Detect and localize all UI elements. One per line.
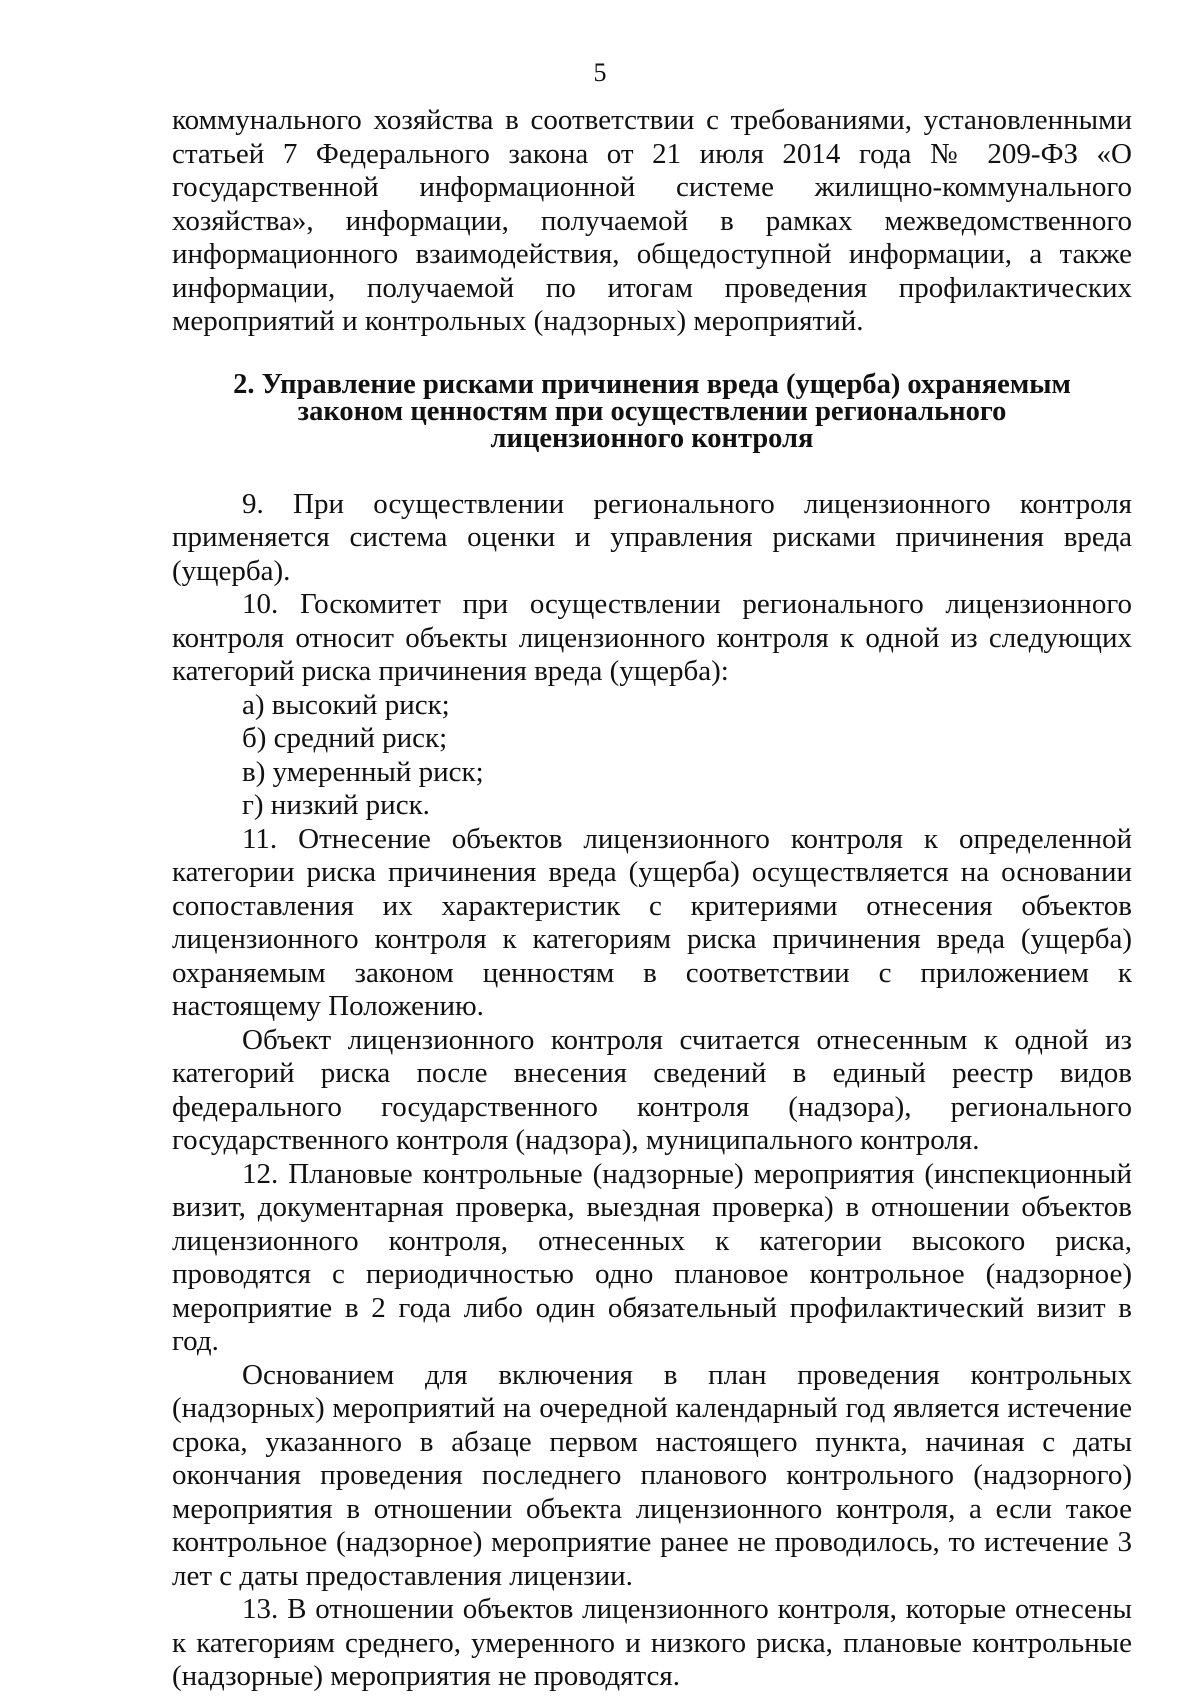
- paragraph-13: 13. В отношении объектов лицензионного контроля, которые отнесены к категориям среднего, умеренного и низкого риска, плановые контрольные (надзорные) мероприятия не проводятся.: [172, 1593, 1132, 1692]
- risk-list-item: а) высокий риск;: [242, 688, 450, 721]
- paragraph-12-second: Основанием для включения в план проведения контрольных (надзорных) мероприятий на очередной календарный год является истечение срока, указанного в абзаце первом настоящего пункта, начиная с даты окончания проведения последнего планового контрольного (надзорного) мероприятия в отношении объекта лицензионного контроля, а если такое контрольное (надзорное) мероприятие ранее не проводилось, то истечение 3 лет с даты предоставления лицензии.: [172, 1358, 1132, 1592]
- risk-list-item: в) умеренный риск;: [242, 755, 484, 788]
- section-heading-line: законом ценностям при осуществлении регионального: [297, 395, 1007, 427]
- paragraph-10: 10. Госкомитет при осуществлении регионального лицензионного контроля относит объекты лицензионного контроля к одной из следующих категорий риска причинения вреда (ущерба):: [172, 588, 1132, 687]
- document-body: [172, 104, 1132, 1694]
- page-number: 5: [593, 58, 607, 87]
- section-heading-line: 2. Управление рисками причинения вреда (ущерба) охраняемым: [233, 368, 1071, 400]
- risk-list-item: б) средний риск;: [242, 722, 448, 754]
- intro-paragraph: коммунального хозяйства в соответствии с требованиями, установленными статьей 7 Федерального закона от 21 июля 2014 года № 209-ФЗ «О государственной информационной системе жилищно-коммунального хозяйства», информации, получаемой в рамках межведомственного информационного взаимодействия, общедоступной информации, а также информации, получаемой по итогам проведения профилактических мероприятий и контрольных (надзорных) мероприятий.: [172, 104, 1132, 337]
- paragraph-11: 11. Отнесение объектов лицензионного контроля к определенной категории риска причинения вреда (ущерба) осуществляется на основании сопоставления их характеристик с критериями отнесения объектов лицензионного контроля к категориям риска причинения вреда (ущерба) охраняемым законом ценностям в соответствии с приложением к настоящему Положению.: [172, 822, 1132, 1022]
- paragraph-11-second: Объект лицензионного контроля считается отнесенным к одной из категорий риска после внесения сведений в единый реестр видов федерального государственного контроля (надзора), регионального государственного контроля (надзора), муниципального контроля.: [172, 1023, 1132, 1156]
- paragraph-9: 9. При осуществлении регионального лицензионного контроля применяется система оценки и управления рисками причинения вреда (ущерба).: [172, 487, 1132, 587]
- risk-list-item: г) низкий риск.: [242, 789, 430, 821]
- section-heading-line: лицензионного контроля: [490, 422, 814, 454]
- paragraph-12: 12. Плановые контрольные (надзорные) мероприятия (инспекционный визит, документарная проверка, выездная проверка) в отношении объектов лицензионного контроля, отнесенных к категории высокого риска, проводятся с периодичностью одно плановое контрольное (надзорное) мероприятие в 2 года либо один обязательный профилактический визит в год.: [172, 1157, 1132, 1357]
- section-heading: [172, 368, 1132, 454]
